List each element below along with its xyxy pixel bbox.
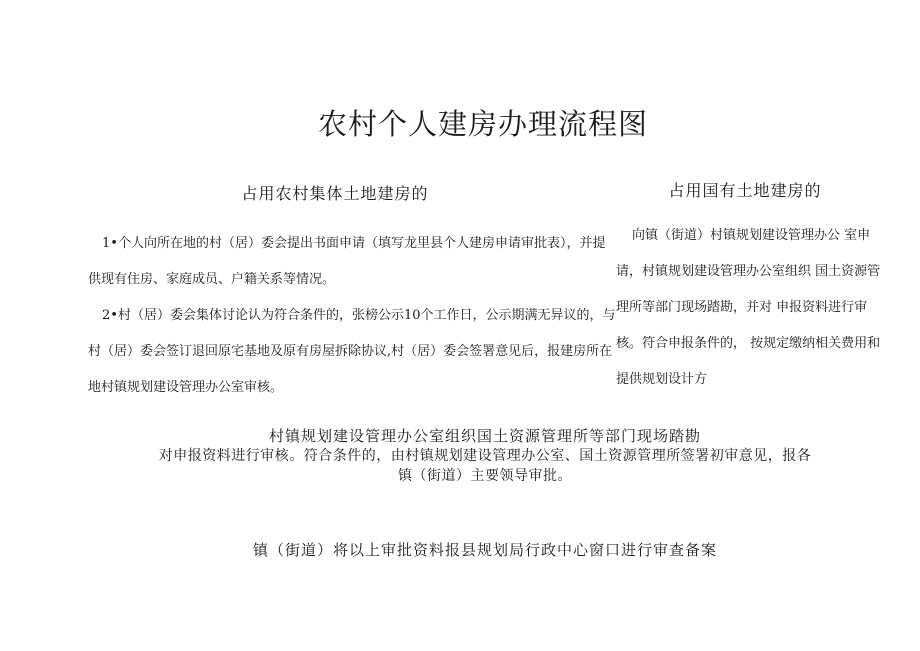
final-step-text: 镇（街道）将以上审批资料报县规划局行政中心窗口进行审查备案 [252, 541, 717, 559]
state-land-paragraph: 向镇（街道）村镇规划建设管理办公 室申请，村镇规划建设管理办公室组织 国土资源管理所等部门现场踏勘，并对 申报资料进行审核。符合申报条件的， 按规定缴纳相关费用和提供规划设计方 [616, 228, 881, 387]
state-land-heading: 占用国有土地建房的 [668, 181, 822, 200]
step-2-paragraph: 2•村（居）委会集体讨论认为符合条件的，张榜公示10个工作日，公示期满无异议的，与村（居）委会签订退回原宅基地及原有房屋拆除协议,村（居）委会签署意见后，报建房所在地村镇规划建设管理办公室审核。 [88, 308, 616, 395]
step-1-paragraph: 1•个人向所在地的村（居）委会提出书面申请（填写龙里县个人建房申请审批表），并提供现有住房、家庭成员、户籍关系等情况。 [88, 236, 606, 287]
review-step-body-line-1: 对申报资料进行审核。符合条件的，由村镇规划建设管理办公室、国土资源管理所签署初审意见，报各 [158, 448, 812, 464]
review-step-heading: 村镇规划建设管理办公室组织国土资源管理所等部门现场踏勘 [268, 427, 701, 445]
page-title: 农村个人建房办理流程图 [317, 107, 648, 141]
review-step-block [100, 426, 870, 486]
collective-land-heading: 占用农村集体土地建房的 [241, 184, 429, 203]
review-step-body-line-2: 镇（街道）主要领导审批。 [398, 468, 572, 484]
collective-land-steps [88, 226, 616, 406]
